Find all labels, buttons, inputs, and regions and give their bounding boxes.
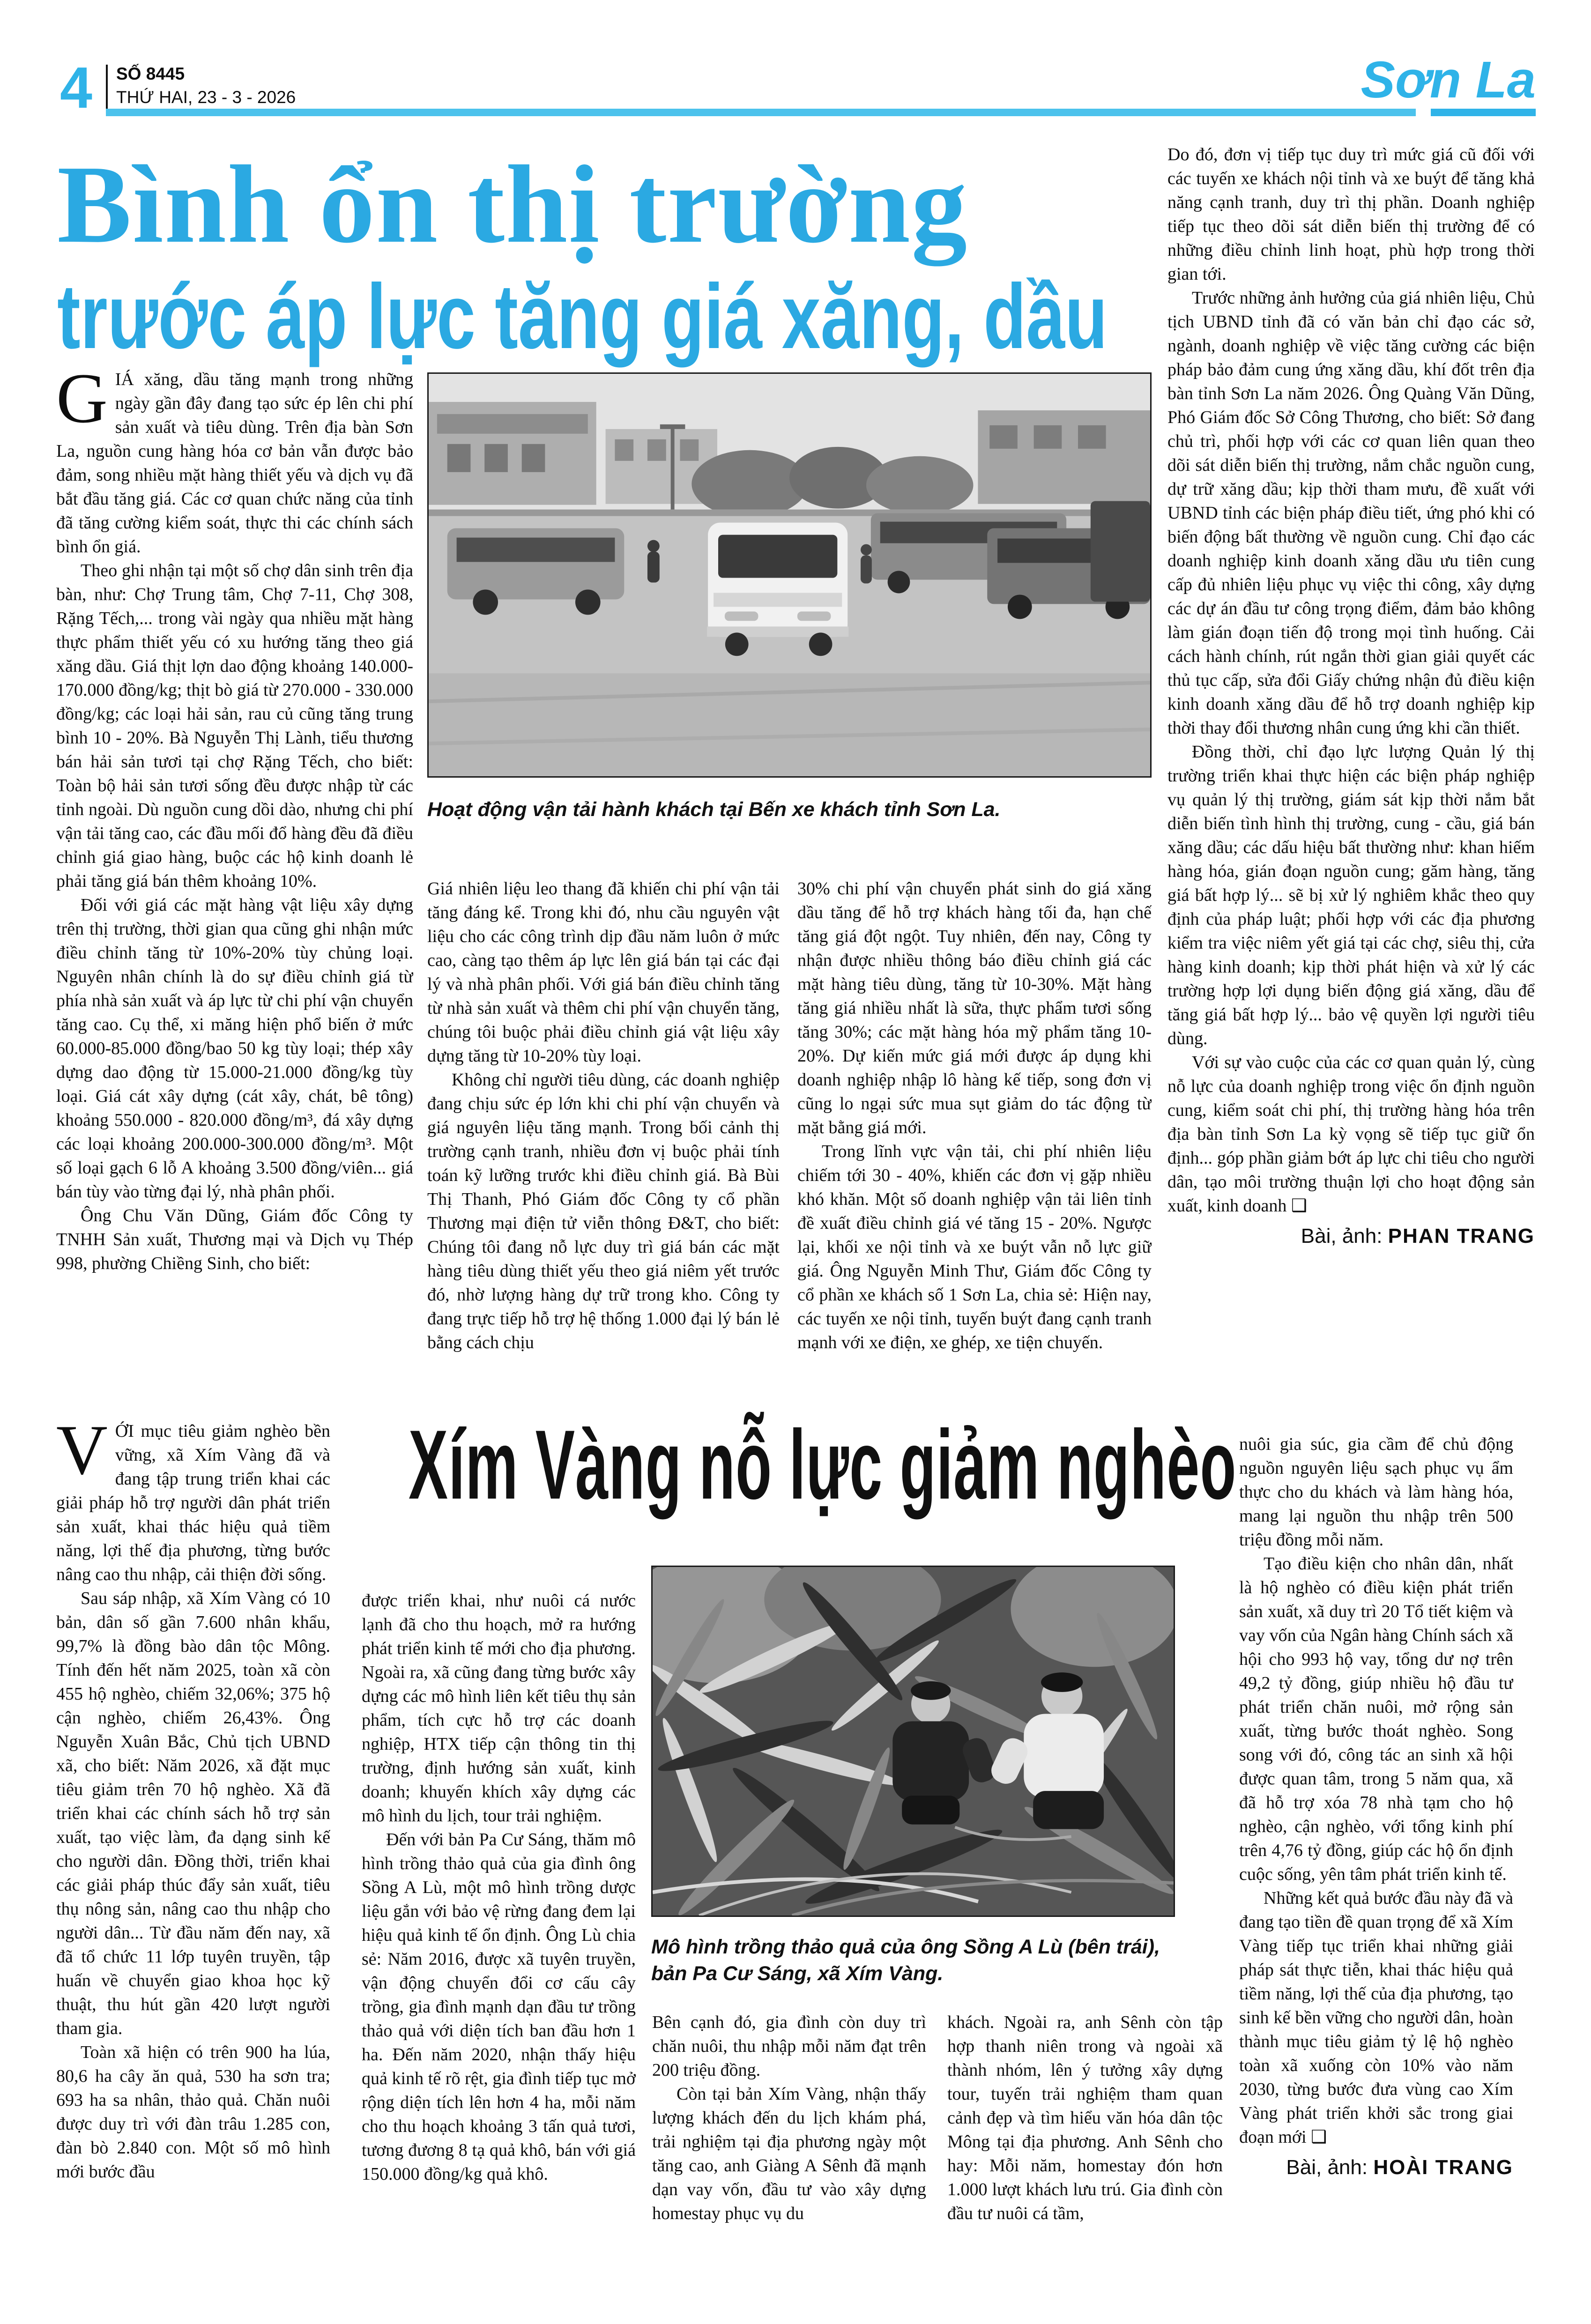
masthead: Sơn La bbox=[1361, 51, 1536, 109]
paragraph: Do đó, đơn vị tiếp tục duy trì mức giá cũ đối với các tuyến xe khách nội tỉnh và xe buýt để tăng khả năng cạnh tranh, duy trì thị phần. Doanh nghiệp tiếp tục theo dõi sát diễn biến thị trường để có những điều chỉnh linh hoạt, phù hợp trong thời gian tới. bbox=[1167, 145, 1535, 284]
byline-name: PHAN TRANG bbox=[1388, 1225, 1535, 1247]
paragraph: Ông Chu Văn Dũng, Giám đốc Công ty TNHH Sản xuất, Thương mại và Dịch vụ Thép 998, phường Chiềng Sinh, cho biết: bbox=[56, 1206, 413, 1273]
byline-article1 bbox=[1167, 1222, 1535, 1251]
lead-text: IÁ xăng, dầu tăng mạnh trong những ngày gần đây đang tạo sức ép lên chi phí sản xuất và tiêu dùng. Trên địa bàn Sơn La, nguồn cung hàng hóa cơ bản vẫn được bảo đảm, song nhiều mặt hàng thiết yếu và dịch vụ đã bắt đầu tăng giá. Các cơ quan chức năng của tỉnh đã tăng cường kiểm soát, thực thi các chính sách bình ổn giá. bbox=[56, 370, 413, 557]
article1-column-1 bbox=[56, 368, 413, 1417]
paragraph: Trong lĩnh vực vận tải, chi phí nhiên liệu chiếm tới 30 - 40%, khiến các đơn vị gặp nhiều khó khăn. Một số doanh nghiệp vận tải liên tỉnh đề xuất điều chỉnh giá vé tăng 15 - 20%. Ngược lại, khối xe nội tỉnh và xe buýt vẫn nỗ lực giữ giá. Ông Nguyễn Minh Thư, Giám đốc Công ty cổ phần xe khách số 1 Sơn La, chia sẻ: Hiện nay, các tuyến xe nội tỉnh, tuyến buýt đang cạnh tranh mạnh với xe điện, xe ghép, xe tiện chuyến. bbox=[797, 1142, 1152, 1352]
article2-column-2 bbox=[362, 1589, 636, 2313]
issue-label: SỐ 8445 bbox=[116, 64, 185, 83]
paragraph: Còn tại bản Xím Vàng, nhận thấy lượng khách đến du lịch khám phá, trải nghiệm tại địa phương ngày một tăng cao, anh Giàng A Sênh đã mạnh dạn vay vốn, đầu tư vào xây dựng homestay phục vụ du bbox=[652, 2084, 926, 2223]
paragraph: Những kết quả bước đầu này đã và đang tạo tiền đề quan trọng để xã Xím Vàng tiếp tục triển khai những giải pháp sát thực tiễn, khai thác hiệu quả tiềm năng, lợi thế của địa phương, tạo sinh kế bền vững cho người dân, hoàn thành mục tiêu giảm tỷ lệ hộ nghèo toàn xã xuống còn 10% vào năm 2030, từng bước đưa vùng cao Xím Vàng phát triển khởi sắc trong giai đoạn mới ❑ bbox=[1239, 1888, 1513, 2147]
drop-cap: G bbox=[56, 368, 108, 438]
article2-column-4 bbox=[947, 2011, 1223, 2317]
thao-qua-photo bbox=[651, 1566, 1175, 1917]
article1-column-4 bbox=[1167, 143, 1535, 1417]
page-number: 4 bbox=[60, 56, 92, 120]
article2-column-5 bbox=[1239, 1433, 1513, 2318]
paragraph: Theo ghi nhận tại một số chợ dân sinh trên địa bàn, như: Chợ Trung tâm, Chợ 7-11, Chợ 308, Rặng Tếch,... trong vài ngày qua nhiều mặt hàng thực phẩm thiết yếu có xu hướng tăng theo giá xăng dầu. Giá thịt lợn dao động khoảng 140.000-170.000 đồng/kg; thịt bò giá từ 270.000 - 330.000 đồng/kg; các loại hải sản, rau củ cũng tăng trung bình 10 - 20%. Bà Nguyễn Thị Lành, tiểu thương bán hải sản tươi tại chợ Rặng Tếch, cho biết: Toàn bộ hải sản tươi sống đều được nhập từ các tỉnh ngoài. Dù nguồn cung dồi dào, nhưng chi phí vận tải tăng cao, các đầu mối đổ hàng đều đã điều chỉnh giá giao hàng, buộc các hộ kinh doanh lẻ phải tăng giá bán thêm khoảng 10%. bbox=[56, 561, 413, 891]
byline-label: Bài, ảnh: bbox=[1301, 1225, 1383, 1247]
article2-column-1 bbox=[56, 1419, 330, 2309]
paragraph: Không chỉ người tiêu dùng, các doanh nghiệp đang chịu sức ép lớn khi chi phí vận chuyển và giá nguyên liệu tăng mạnh. Trong bối cảnh thị trường cạnh tranh, nhiều đơn vị buộc phải tính toán kỹ lưỡng trước khi điều chỉnh giá. Bà Bùi Thị Thanh, Phó Giám đốc Công ty cổ phần Thương mại điện tử viễn thông Đ&T, cho biết: Chúng tôi đang nỗ lực duy trì giá bán các mặt hàng tiêu dùng thiết yếu theo giá niêm yết trước đó, nhờ lượng hàng dự trữ trong kho. Công ty đang trực tiếp hỗ trợ hệ thống 1.000 đại lý bán lẻ bằng cách chịu bbox=[427, 1070, 780, 1352]
article2-headline-text: Xím Vàng nỗ lực giảm nghèo bbox=[409, 1410, 1237, 1520]
article1-headline-line2-text: trước áp lực tăng giá xăng, dầu bbox=[57, 265, 1108, 368]
paragraph: khách. Ngoài ra, anh Sênh còn tập hợp thanh niên trong và ngoài xã thành nhóm, lên ý tưởng xây dựng tour, tuyến trải nghiệm tham quan cảnh đẹp và tìm hiểu văn hóa dân tộc Mông tại địa phương. Anh Sênh cho hay: Mỗi năm, homestay đón hơn 1.000 lượt khách lưu trú. Gia đình còn đầu tư nuôi cá tầm, bbox=[947, 2012, 1223, 2223]
bus-station-illustration bbox=[429, 374, 1150, 776]
paragraph: nuôi gia súc, gia cầm để chủ động nguồn nguyên liệu sạch phục vụ ẩm thực cho du khách và làm hàng hóa, mang lại nguồn thu nhập trên 500 triệu đồng mỗi năm. bbox=[1239, 1434, 1513, 1550]
paragraph: Sau sáp nhập, xã Xím Vàng có 10 bản, dân số gần 7.600 nhân khẩu, 99,7% là đồng bào dân tộc Mông. Tính đến hết năm 2025, toàn xã còn 455 hộ nghèo, chiếm 32,06%; 375 hộ cận nghèo, chiếm 26,43%. Ông Nguyễn Xuân Bắc, Chủ tịch UBND xã, cho biết: Năm 2026, xã đặt mục tiêu giảm trên 70 hộ nghèo. Xã đã triển khai các chính sách hỗ trợ sản xuất, tạo việc làm, đa dạng sinh kế cho người dân. Đồng thời, triển khai các giải pháp thúc đẩy sản xuất, tiêu thụ nông sản, nâng cao thu nhập cho người dân... Từ đầu năm đến nay, xã đã tổ chức 11 lớp tuyên truyền, tập huấn về chuyển giao khoa học kỹ thuật, thu hút gần 420 lượt người tham gia. bbox=[56, 1589, 330, 2038]
byline-label: Bài, ảnh: bbox=[1286, 2156, 1368, 2179]
article2-column-3 bbox=[652, 2011, 926, 2317]
paragraph: Toàn xã hiện có trên 900 ha lúa, 80,6 ha cây ăn quả, 530 ha sơn tra; 693 ha sa nhân, thảo quả. Chăn nuôi được duy trì với đàn trâu 1.285 con, đàn bò 2.840 con. Một số mô hình mới bước đầu bbox=[56, 2042, 330, 2182]
header-rule-left bbox=[106, 109, 1416, 116]
paragraph: được triển khai, như nuôi cá nước lạnh đã cho thu hoạch, mở ra hướng phát triển kinh tế mới cho địa phương. Ngoài ra, xã cũng đang từng bước xây dựng các mô hình liên kết tiêu thụ sản phẩm, tích cực hỗ trợ các doanh nghiệp, HTX tiếp cận thông tin thị trường, định hướng sản xuất, kinh doanh; khuyến khích xây dựng các mô hình du lịch, tour trải nghiệm. bbox=[362, 1591, 636, 1826]
date-label: THỨ HAI, 23 - 3 - 2026 bbox=[116, 88, 296, 107]
byline-name: HOÀI TRANG bbox=[1373, 2156, 1513, 2179]
paragraph: Đối với giá các mặt hàng vật liệu xây dựng trên thị trường, thời gian qua cũng ghi nhận mức điều chỉnh tăng từ 10%-20% tùy chủng loại. Nguyên nhân chính là do sự điều chỉnh giá từ phía nhà sản xuất và áp lực từ chi phí vận chuyển tăng cao. Cụ thể, xi măng hiện phổ biến ở mức 60.000-85.000 đồng/bao 50 kg tùy loại; thép xây dựng dao động từ 15.000-21.000 đồng/kg tùy loại. Giá cát xây dựng (cát xây, chát, bê tông) khoảng 550.000 - 820.000 đồng/m³, đá xây dựng các loại khoảng 200.000-300.000 đồng/m³. Một số loại gạch 6 lỗ A khoảng 3.500 đồng/viên... giá bán tùy vào từng đại lý, nhà phân phối. bbox=[56, 895, 413, 1202]
paragraph: Với sự vào cuộc của các cơ quan quản lý, cùng nỗ lực của doanh nghiệp trong việc ổn định nguồn cung, kiểm soát chi phí, thị trường hàng hóa trên địa bàn tỉnh Sơn La kỳ vọng sẽ tiếp tục giữ ổn định... góp phần giảm bớt áp lực chi tiêu cho người dân, tạo môi trường thuận lợi cho hoạt động sản xuất, kinh doanh ❑ bbox=[1167, 1053, 1535, 1216]
photo2-caption: Mô hình trồng thảo quả của ông Sồng A Lù (bên trái), bản Pa Cư Sáng, xã Xím Vàng. bbox=[651, 1936, 1160, 1985]
header-rule-right bbox=[1431, 109, 1536, 116]
paragraph: 30% chi phí vận chuyển phát sinh do giá xăng dầu tăng để hỗ trợ khách hàng tối đa, hạn chế tăng giá đột ngột. Tuy nhiên, đến nay, Công ty nhận được nhiều thông báo điều chỉnh giá các mặt hàng tiêu dùng, tăng từ 10-30%. Mặt hàng tăng giá nhiều nhất là sữa, thực phẩm tươi sống tăng 30%; các mặt hàng hóa mỹ phẩm tăng 10-20%. Dự kiến mức giá mới được áp dụng khi doanh nghiệp nhập lô hàng kế tiếp, song đơn vị cũng lo ngại sức mua sụt giảm do tác động từ mặt bằng giá mới. bbox=[797, 879, 1152, 1137]
article1-column-3 bbox=[797, 877, 1152, 1418]
drop-cap: V bbox=[56, 1419, 108, 1489]
lead-paragraph bbox=[56, 368, 413, 559]
bus-station-photo bbox=[427, 372, 1152, 778]
photo1-caption: Hoạt động vận tải hành khách tại Bến xe khách tỉnh Sơn La. bbox=[427, 798, 1001, 821]
paragraph: Đến với bản Pa Cư Sáng, thăm mô hình trồng thảo quả của gia đình ông Sồng A Lù, một mô hình trồng dược liệu gắn với bảo vệ rừng đang đem lại hiệu quả kinh tế ổn định. Ông Lù chia sẻ: Năm 2016, được xã tuyên truyền, vận động chuyển đổi cơ cấu cây trồng, gia đình mạnh dạn đầu tư trồng thảo quả với diện tích ban đầu hơn 1 ha. Đến năm 2020, nhận thấy hiệu quả kinh tế rõ rệt, gia đình tiếp tục mở rộng diện tích lên hơn 4 ha, mỗi năm cho thu hoạch khoảng 3 tấn quả tươi, tương đương 8 tạ quả khô, bán với giá 150.000 đồng/kg quả khô. bbox=[362, 1830, 636, 2184]
thao-qua-illustration bbox=[653, 1567, 1174, 1916]
paragraph: Trước những ảnh hưởng của giá nhiên liệu, Chủ tịch UBND tỉnh đã có văn bản chỉ đạo các sở, ngành, doanh nghiệp về việc tăng cường các biện pháp bảo đảm cung ứng xăng dầu, khí đốt trên địa bàn tỉnh Sơn La năm 2026. Ông Quàng Văn Dũng, Phó Giám đốc Sở Công Thương, cho biết: Sở đang chủ trì, phối hợp với các cơ quan liên quan theo dõi sát diễn biến thị trường, nắm chắc nguồn cung, dự trữ xăng dầu; kịp thời tham mưu, đề xuất với UBND tỉnh các biện pháp điều tiết, ứng phó khi có biến động bất thường về nguồn cung. Chỉ đạo các doanh nghiệp kinh doanh xăng dầu ưu tiên cung cấp đủ nhiên liệu phục vụ việc thi công, xây dựng các dự án đầu tư công trọng điểm, đảm bảo không làm gián đoạn tiến độ trong mọi tình huống. Cải cách hành chính, rút ngắn thời gian giải quyết các thủ tục cấp, sửa đổi Giấy chứng nhận đủ điều kiện kinh doanh xăng dầu để hỗ trợ doanh nghiệp kịp thời thay đổi thương nhân cung ứng khi cần thiết. bbox=[1167, 288, 1535, 738]
paragraph: Giá nhiên liệu leo thang đã khiến chi phí vận tải tăng đáng kể. Trong khi đó, nhu cầu nguyên vật liệu cho các công trình dịp đầu năm luôn ở mức cao, càng tạo thêm áp lực lên giá bán tại các đại lý và nhà phân phối. Với giá bán điều chỉnh tăng từ nhà sản xuất và thêm chi phí vận chuyển tăng, chúng tôi buộc phải điều chỉnh giá vật liệu xây dựng tăng từ 10-20% tùy loại. bbox=[427, 879, 780, 1066]
paragraph: Tạo điều kiện cho nhân dân, nhất là hộ nghèo có điều kiện phát triển sản xuất, xã duy trì 20 Tổ tiết kiệm và vay vốn của Ngân hàng Chính sách xã hội cho 993 hộ vay, tổng dư nợ trên 49,2 tỷ đồng, giúp nhiều hộ đầu tư phát triển chăn nuôi, mở rộng sản xuất, từng bước thoát nghèo. Song song với đó, công tác an sinh xã hội được quan tâm, trong 5 năm qua, xã đã hỗ trợ xóa 78 nhà tạm cho hộ nghèo, cận nghèo, với tổng kinh phí trên 4,76 tỷ đồng, giúp các hộ ổn định cuộc sống, yên tâm phát triển kinh tế. bbox=[1239, 1554, 1513, 1884]
article1-column-2 bbox=[427, 877, 780, 1418]
byline-article2 bbox=[1239, 2153, 1513, 2182]
lead-text: ỚI mục tiêu giảm nghèo bền vững, xã Xím Vàng đã và đang tập trung triển khai các giải pháp hỗ trợ người dân phát triển sản xuất, khai thác hiệu quả tiềm năng, lợi thế địa phương, từng bước nâng cao thu nhập, cải thiện đời sống. bbox=[56, 1421, 330, 1584]
paragraph: Đồng thời, chỉ đạo lực lượng Quản lý thị trường triển khai thực hiện các biện pháp nghiệp vụ quản lý thị trường, giám sát kịp thời nắm bắt diễn biến tình hình thị trường, cung - cầu, giá bán xăng dầu; các dấu hiệu bất thường như: khan hiếm hàng hóa, gián đoạn nguồn cung; găm hàng, tăng giá bất hợp lý... sẽ bị xử lý nghiêm khắc theo quy định của pháp luật; phối hợp với các địa phương kiểm tra việc niêm yết giá tại các chợ, siêu thị, cửa hàng kinh doanh; kịp thời phát hiện và xử lý các trường hợp lợi dụng biến động giá xăng, dầu để tăng giá bất hợp lý... bảo vệ quyền lợi người tiêu dùng. bbox=[1167, 742, 1535, 1048]
paragraph: Bên cạnh đó, gia đình còn duy trì chăn nuôi, thu nhập mỗi năm đạt trên 200 triệu đồng. bbox=[652, 2012, 926, 2080]
article1-headline-line1: Bình ổn thị trường bbox=[57, 143, 968, 266]
header-divider bbox=[106, 65, 108, 110]
lead-paragraph bbox=[56, 1419, 330, 1587]
